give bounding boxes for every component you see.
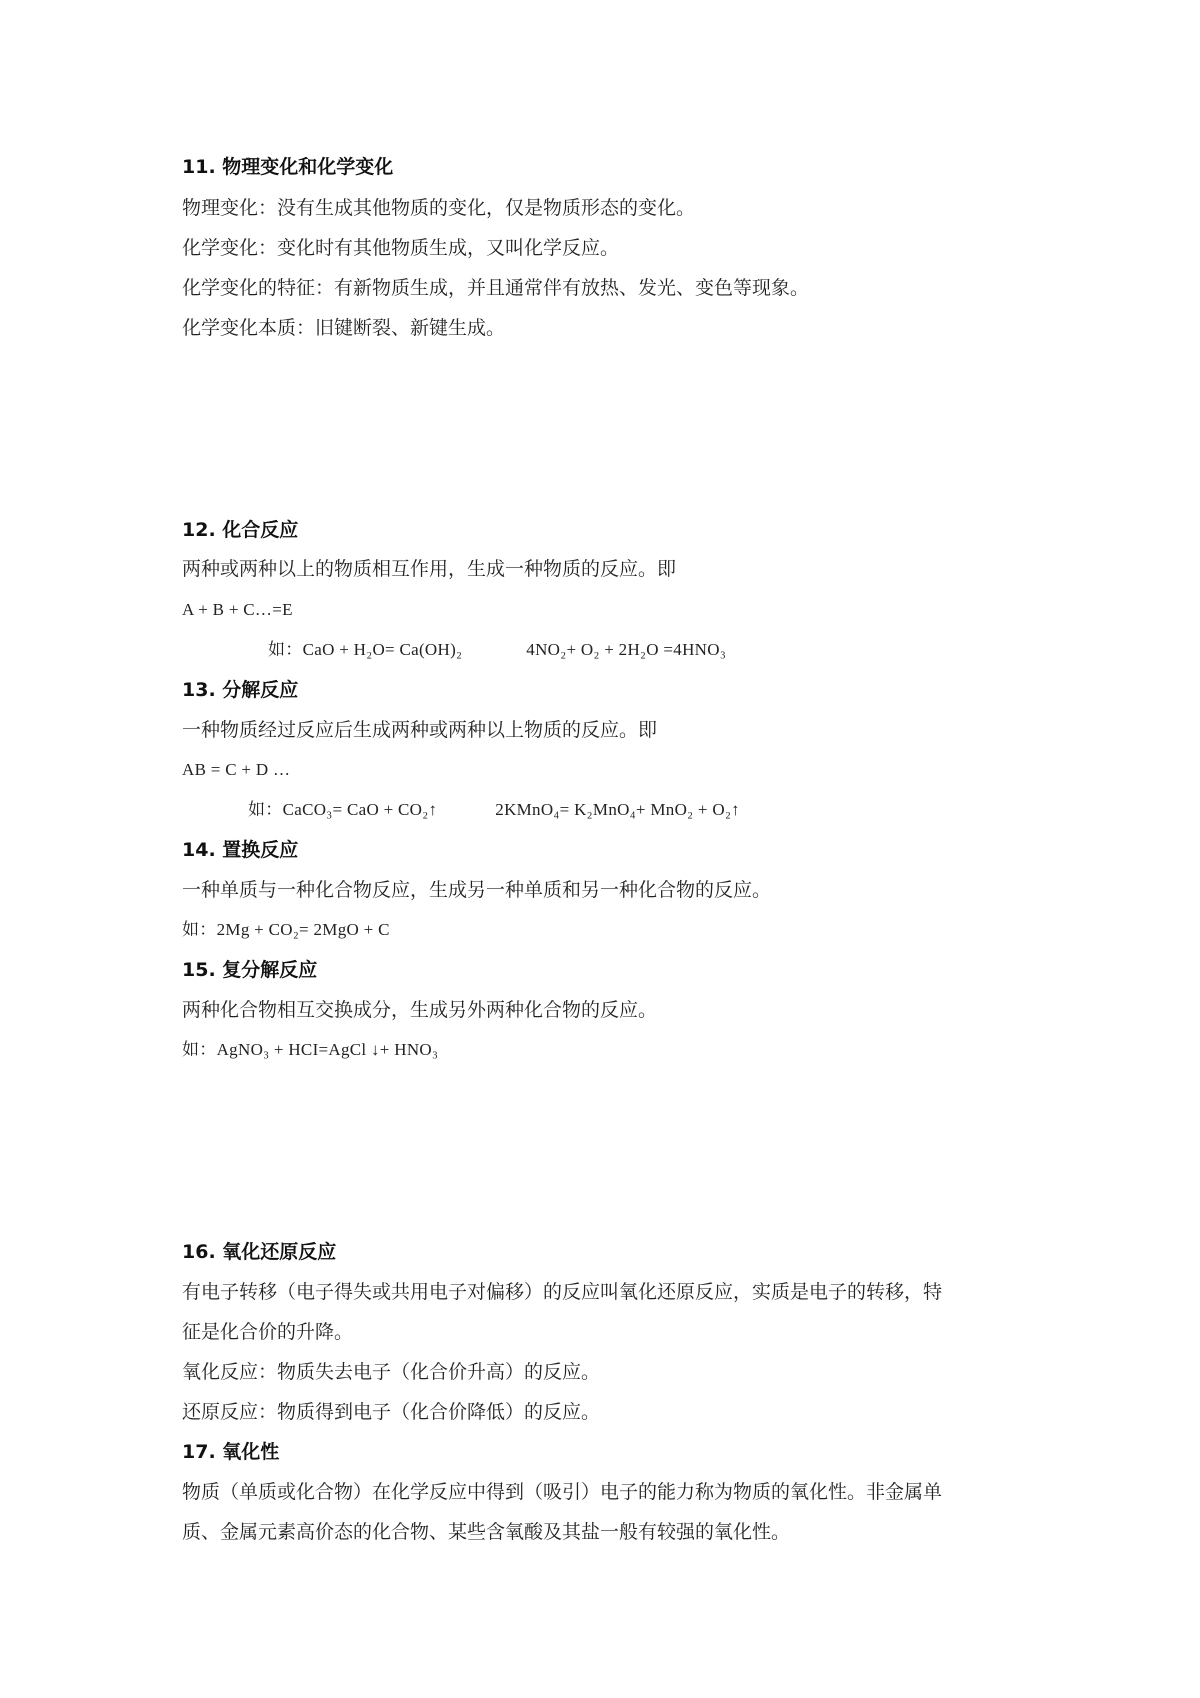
- section-15-example: [182, 1038, 438, 1062]
- section-13-definition: 一种物质经过反应后生成两种或两种以上物质的反应。即: [182, 719, 658, 741]
- section-11-title: 11. 物理变化和化学变化: [182, 156, 394, 178]
- section-17-line-2: 质、金属元素高价态的化合物、某些含氧酸及其盐一般有较强的氧化性。: [182, 1521, 791, 1543]
- section-16-line-2: 征是化合价的升降。: [182, 1321, 354, 1343]
- equation-2: 2KMnO₄= K₂MnO₄+ MnO₂ + O₂↑: [495, 800, 740, 819]
- section-17-title: 17. 氧化性: [182, 1441, 280, 1463]
- example-prefix: 如：: [182, 920, 217, 939]
- equation-1: CaCO₃= CaO + CO₂↑: [282, 800, 438, 819]
- example-prefix: 如：: [182, 1040, 217, 1059]
- section-12-definition: 两种或两种以上的物质相互作用，生成一种物质的反应。即: [182, 558, 677, 580]
- example-prefix: 如：: [268, 640, 303, 659]
- section-11-line-3: 化学变化的特征：有新物质生成，并且通常伴有放热、发光、变色等现象。: [182, 277, 810, 299]
- section-14-definition: 一种单质与一种化合物反应，生成另一种单质和另一种化合物的反应。: [182, 879, 772, 901]
- section-11-line-1: 物理变化：没有生成其他物质的变化，仅是物质形态的变化。: [182, 197, 696, 219]
- equation-2: 4NO₂+ O₂ + 2H₂O =4HNO₃: [526, 640, 727, 659]
- section-16-line-1: 有电子转移（电子得失或共用电子对偏移）的反应叫氧化还原反应，实质是电子的转移，特: [182, 1281, 943, 1303]
- section-14-example: [182, 918, 390, 942]
- equation-1: CaO + H₂O= Ca(OH)₂: [302, 640, 463, 659]
- section-17-line-1: 物质（单质或化合物）在化学反应中得到（吸引）电子的能力称为物质的氧化性。非金属单: [182, 1481, 943, 1503]
- equation-1: 2Mg + CO₂= 2MgO + C: [216, 920, 390, 939]
- section-13-title: 13. 分解反应: [182, 679, 299, 701]
- section-16-line-3: 氧化反应：物质失去电子（化合价升高）的反应。: [182, 1361, 601, 1383]
- section-16-line-4: 还原反应：物质得到电子（化合价降低）的反应。: [182, 1401, 601, 1423]
- section-13-examples: [248, 798, 740, 822]
- section-14-title: 14. 置换反应: [182, 839, 299, 861]
- example-prefix: 如：: [248, 800, 283, 819]
- section-11-line-4: 化学变化本质：旧键断裂、新键生成。: [182, 317, 506, 339]
- section-16-title: 16. 氧化还原反应: [182, 1241, 337, 1263]
- equation-1: AgNO₃ + HCI=AgCl ↓+ HNO₃: [216, 1040, 439, 1059]
- section-12-examples: [268, 638, 726, 662]
- section-12-general-formula: A + B + C…=E: [182, 600, 293, 619]
- section-12-title: 12. 化合反应: [182, 519, 299, 541]
- section-11-line-2: 化学变化：变化时有其他物质生成，又叫化学反应。: [182, 237, 620, 259]
- section-15-title: 15. 复分解反应: [182, 959, 318, 981]
- section-13-general-formula: AB = C + D …: [182, 760, 291, 779]
- section-15-definition: 两种化合物相互交换成分，生成另外两种化合物的反应。: [182, 999, 658, 1021]
